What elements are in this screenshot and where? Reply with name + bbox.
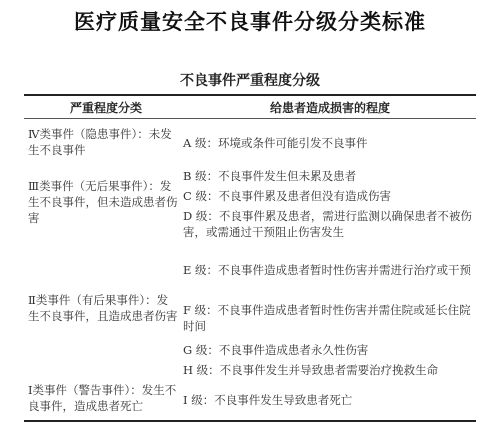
level-g-text: G 级：不良事件造成患者永久性伤害 xyxy=(183,343,369,357)
level-a-text: A 级：环境或条件可能引发不良事件 xyxy=(183,136,368,150)
table-top-rule xyxy=(24,94,476,96)
level-h-text: H 级：不良事件发生并导致患者需要治疗挽救生命 xyxy=(183,363,439,377)
level-e-text: E 级：不良事件造成患者暂时性伤害并需进行治疗或干预 xyxy=(183,263,472,277)
category-iii-text: Ⅲ类事件（无后果事件）：发生不良事件，但未造成患者伤害 xyxy=(28,179,178,225)
table-bottom-rule xyxy=(24,420,476,422)
level-c-text: C 级：不良事件累及患者但没有造成伤害 xyxy=(183,189,391,203)
level-b-text: B 级：不良事件发生但未累及患者 xyxy=(183,169,357,183)
header-harm-degree: 给患者造成损害的程度 xyxy=(270,101,391,115)
category-iv-text: Ⅳ类事件（隐患事件）：未发生不良事件 xyxy=(28,127,172,157)
level-f-text: F 级：不良事件造成患者暂时性伤害并需住院或延长住院时间 xyxy=(183,303,471,333)
level-d-text: D 级：不良事件累及患者，需进行监测以确保患者不被伤害，或需通过干预阻止伤害发生 xyxy=(183,209,472,239)
table-header-rule xyxy=(24,118,476,119)
category-ii-text: Ⅱ类事件（有后果事件）：发生不良事件，且造成患者伤害 xyxy=(28,293,178,323)
category-i-text: Ⅰ类事件（警告事件）：发生不良事件，造成患者死亡 xyxy=(28,383,177,413)
table-title: 不良事件严重程度分级 xyxy=(180,73,320,89)
header-severity-category: 严重程度分类 xyxy=(70,101,143,115)
page-title: 医疗质量安全不良事件分级分类标准 xyxy=(74,9,426,34)
level-i-text: I 级：不良事件发生导致患者死亡 xyxy=(183,393,353,407)
